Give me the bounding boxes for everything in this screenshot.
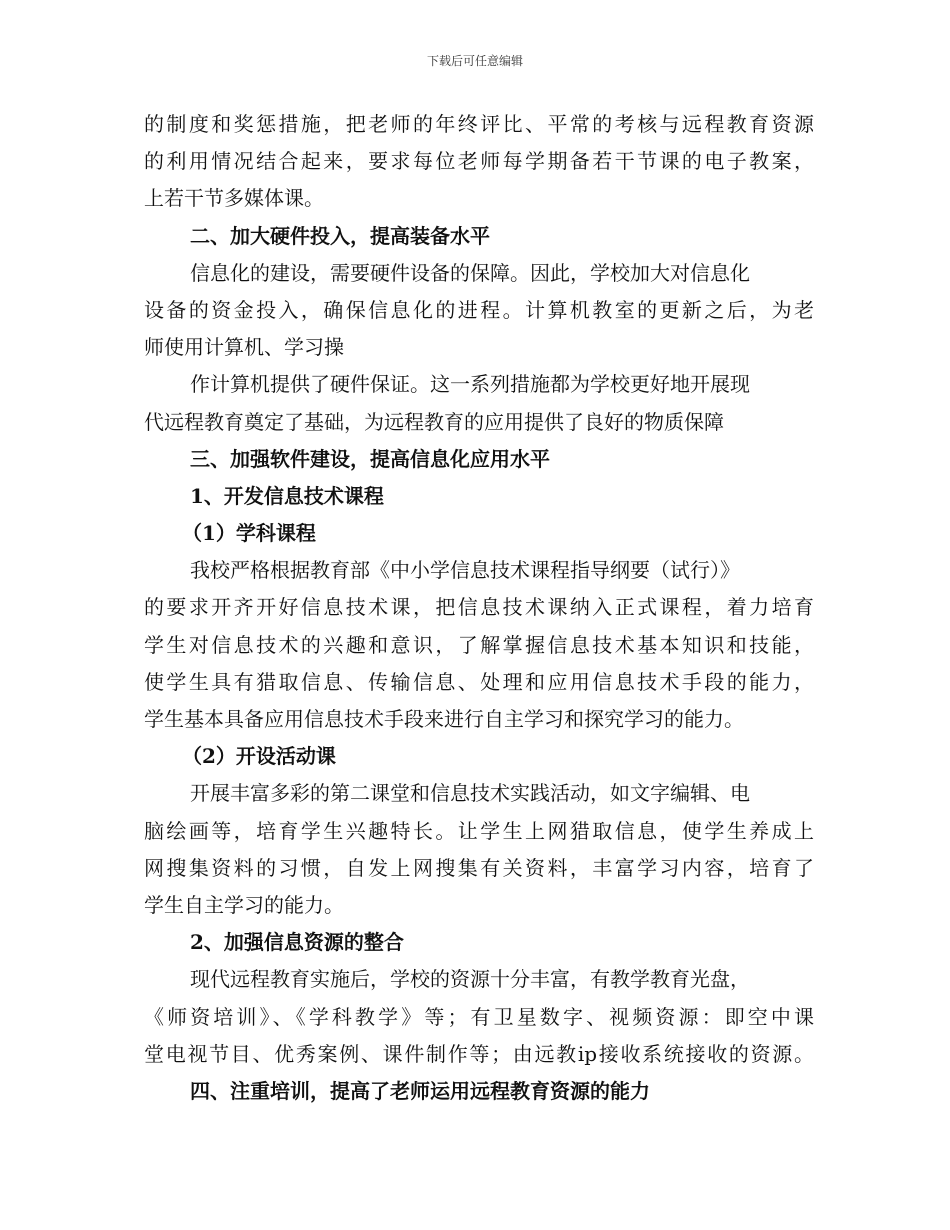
paragraph-line: 的要求开齐开好信息技术课，把信息技术课纳入正式课程，着力培育 — [144, 595, 814, 620]
paragraph-line: 信息化的建设，需要硬件设备的保障。因此，学校加大对信息化 — [190, 260, 750, 285]
paragraph-line: 学生自主学习的能力。 — [144, 892, 344, 917]
paragraph-line: 堂电视节目、优秀案例、课件制作等；由远教ip接收系统接收的资源。 — [144, 1041, 814, 1066]
paragraph-line: 代远程教育奠定了基础，为远程教育的应用提供了良好的物质保障 — [144, 409, 724, 434]
paragraph-line: 我校严格根据教育部《中小学信息技术课程指导纲要（试行）》 — [190, 558, 740, 583]
section-heading: 四、注重培训，提高了老师运用远程教育资源的能力 — [190, 1078, 650, 1103]
paragraph-line: 的制度和奖惩措施，把老师的年终评比、平常的考核与远程教育资源 — [144, 112, 814, 136]
paragraph-line: 学生对信息技术的兴趣和意识，了解掌握信息技术基本知识和技能， — [144, 632, 814, 657]
subsection-heading: 2、加强信息资源的整合 — [190, 930, 404, 955]
subsection-heading: 1、开发信息技术课程 — [190, 483, 384, 508]
section-heading: 三、加强软件建设，提高信息化应用水平 — [190, 446, 550, 471]
paragraph-line: 学生基本具备应用信息技术手段来进行自主学习和探究学习的能力。 — [144, 707, 744, 731]
paragraph-line: 师使用计算机、学习操 — [144, 335, 344, 360]
section-heading: 二、加大硬件投入，提高装备水平 — [190, 223, 490, 248]
paragraph-line: 使学生具有猎取信息、传输信息、处理和应用信息技术手段的能力， — [144, 669, 814, 694]
paragraph-line: 的利用情况结合起来，要求每位老师每学期备若干节课的电子教案， — [144, 149, 814, 174]
paragraph-line: 开展丰富多彩的第二课堂和信息技术实践活动，如文字编辑、电 — [190, 781, 750, 806]
paragraph-line: 网搜集资料的习惯，自发上网搜集有关资料，丰富学习内容，培育了 — [144, 855, 814, 880]
paragraph-line: 脑绘画等，培育学生兴趣特长。让学生上网猎取信息，使学生养成上 — [144, 818, 814, 843]
document-body — [144, 106, 814, 1110]
subsection-heading: （1）学科课程 — [182, 521, 316, 546]
paragraph-line: 作计算机提供了硬件保证。这一系列措施都为学校更好地开展现 — [190, 372, 750, 397]
subsection-heading: （2）开设活动课 — [182, 744, 336, 769]
page-header-note: 下载后可任意编辑 — [426, 54, 523, 68]
paragraph-line: 上若干节多媒体课。 — [144, 186, 324, 211]
paragraph-line: 现代远程教育实施后，学校的资源十分丰富，有教学教育光盘， — [190, 967, 750, 992]
paragraph-line: 设备的资金投入，确保信息化的进程。计算机教室的更新之后，为老 — [144, 297, 814, 322]
paragraph-line: 《师资培训》、《学科教学》等；有卫星数字、视频资源：即空中课 — [144, 1004, 814, 1029]
